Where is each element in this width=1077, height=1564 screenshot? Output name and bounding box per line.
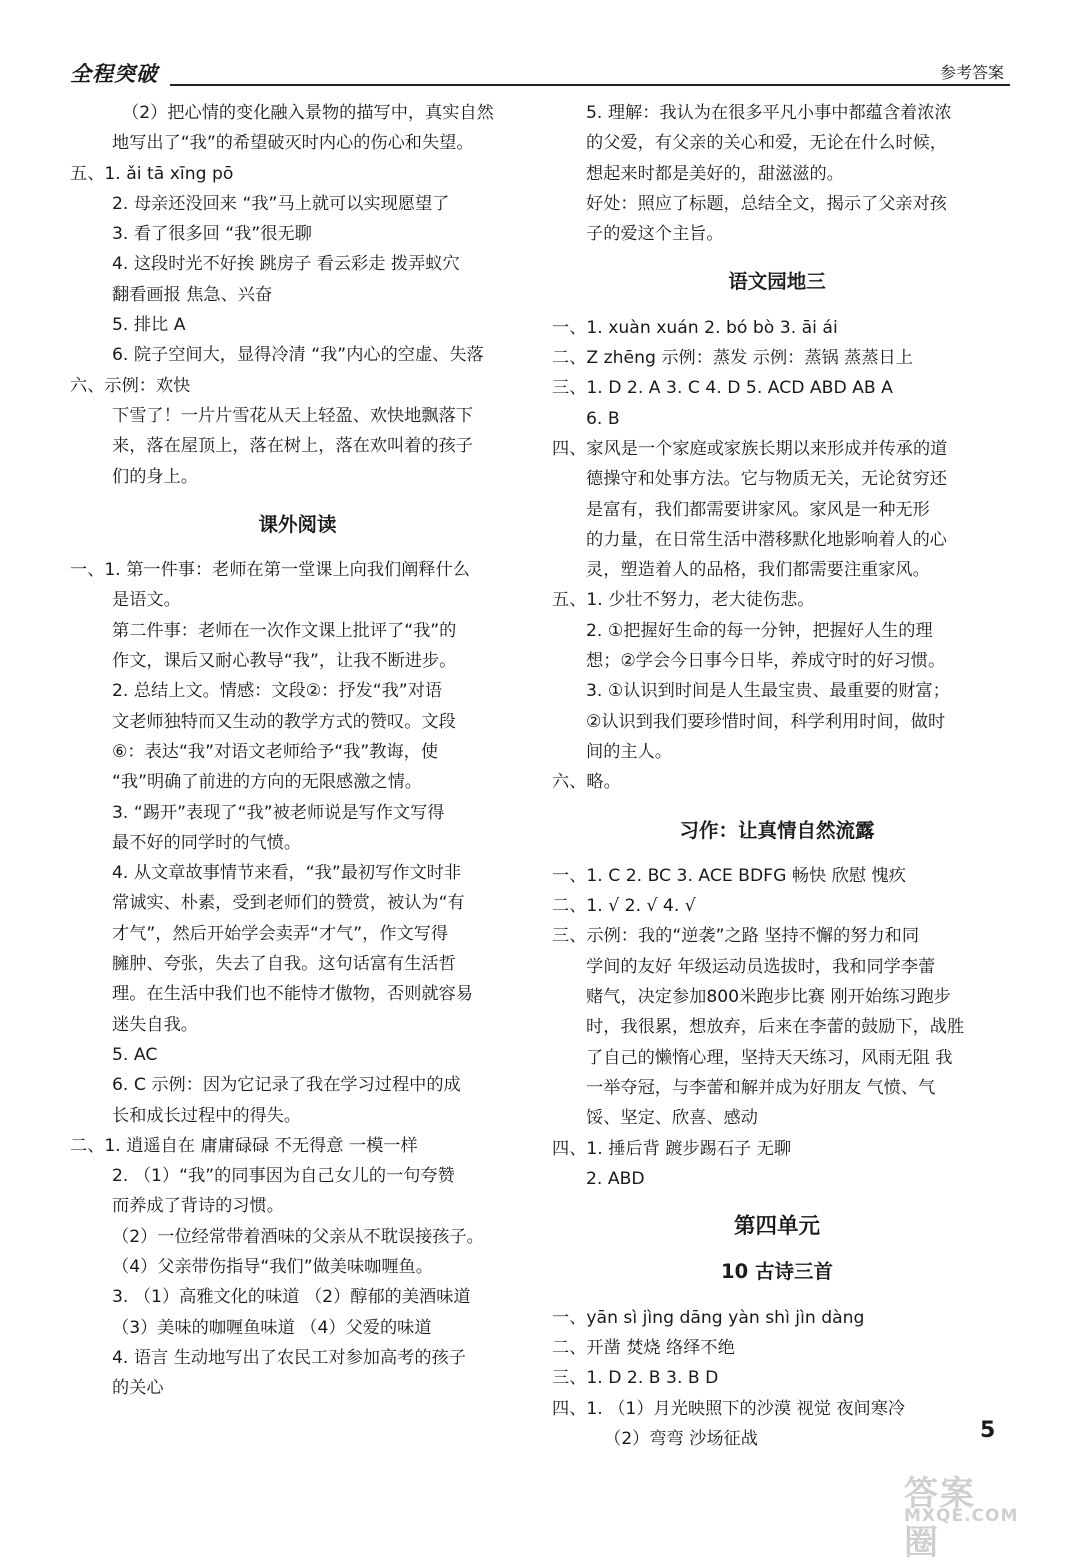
answer-line: 了自己的懒惰心理，坚持天天练习，风雨无阻 我 — [586, 1047, 953, 1068]
answer-line: （3）美味的咖喱鱼味道 （4）父爱的味道 — [112, 1317, 432, 1338]
spacer — [552, 1194, 1002, 1212]
answer-line: 文老师独特而又生动的教学方式的赞叹。文段 — [112, 711, 456, 732]
answer-line: 二、Z zhēng 示例：蒸发 示例：蒸锅 蒸蒸日上 — [552, 348, 913, 369]
answer-line: 德操守和处事方法。它与物质无关，无论贫穷还 — [586, 469, 947, 490]
page-number: 5 — [980, 1418, 996, 1443]
answer-line: 6. C 示例：因为它记录了我在学习过程中的成 — [112, 1075, 461, 1096]
answer-line: 五、1. ǎi tā xīng pō — [70, 163, 234, 184]
answer-line: 3. 看了很多回 “我”很无聊 — [112, 224, 312, 245]
answer-line: 作文，课后又耐心教导“我”，让我不断进步。 — [112, 651, 457, 672]
answer-line: 子的爱这个主旨。 — [586, 224, 724, 245]
answer-line: 的关心 — [112, 1378, 164, 1399]
answer-line: （2）弯弯 沙场征战 — [604, 1428, 758, 1449]
answer-line: 是语文。 — [112, 590, 181, 611]
answer-line: 第二件事：老师在一次作文课上批评了“我”的 — [112, 620, 457, 641]
answer-line: 二、1. √ 2. √ 4. √ — [552, 896, 696, 917]
answer-line: 一、1. C 2. BC 3. ACE BDFG 畅快 欣慰 愧疚 — [552, 865, 906, 886]
answer-line: 三、1. D 2. B 3. B D — [552, 1368, 719, 1389]
answer-line: 理。在生活中我们也不能恃才傲物，否则就容易 — [112, 984, 473, 1005]
answer-line: 4. 语言 生动地写出了农民工对参加高考的孩子 — [112, 1347, 466, 1368]
answer-line: （2）一位经常带着酒味的父亲从不耽误接孩子。 — [112, 1226, 484, 1247]
section-label: 参考答案 — [939, 63, 1004, 82]
answer-line: 4. 这段时光不好挨 跳房子 看云彩走 拨弄蚁穴 — [112, 254, 460, 275]
answer-line: 2. ABD — [586, 1168, 645, 1189]
spacer — [552, 798, 1002, 816]
answer-line: 3. （1）高雅文化的味道 （2）醇郁的美酒味道 — [112, 1287, 471, 1308]
header-rule — [170, 84, 1010, 86]
answer-line: 2. 总结上文。情感：文段②：抒发“我”对语 — [112, 681, 443, 702]
answer-line: 一、1. xuàn xuán 2. bó bò 3. āi ái — [552, 317, 838, 338]
spacer — [552, 1288, 1002, 1303]
spacer — [552, 846, 1002, 861]
answer-line: 常诚实、朴素，受到老师们的赞赏，被认为“有 — [112, 893, 465, 914]
answer-line: 三、1. D 2. A 3. C 4. D 5. ACD ABD AB A — [552, 378, 893, 399]
watermark-site: MXQE.COM — [904, 1506, 1019, 1526]
answer-line: 一、yān sì jìng dāng yàn shì jìn dàng — [552, 1307, 865, 1328]
answer-line: 时，我很累，想放弃，后来在李蕾的鼓励下，战胜 — [586, 1017, 965, 1038]
answer-line: 的力量，在日常生活中潜移默化地影响着人的心 — [586, 529, 947, 550]
left-column — [70, 98, 525, 1403]
answer-line: 三、示例：我的“逆袭”之路 坚持不懈的努力和同 — [552, 926, 920, 947]
answer-line: 学间的友好 年级运动员选拔时，我和同学李蕾 — [586, 956, 936, 977]
page-header — [70, 58, 1010, 88]
answer-line: 5. AC — [112, 1044, 158, 1065]
answer-line: 想起来时都是美好的，甜滋滋的。 — [586, 163, 844, 184]
answer-line: 五、1. 少壮不努力，老大徒伤悲。 — [552, 590, 815, 611]
answer-line: 5. 理解：我认为在很多平凡小事中都蕴含着浓浓 — [586, 103, 952, 123]
answer-line: “我”明确了前进的方向的无限感激之情。 — [112, 772, 422, 793]
section-heading: 课外阅读 — [258, 512, 337, 536]
spacer — [552, 298, 1002, 313]
answer-line: 一举夺冠，与李蕾和解并成为好朋友 气愤、气 — [586, 1077, 936, 1098]
answer-line: 6. B — [586, 408, 620, 429]
answer-line: 3. ①认识到时间是人生最宝贵、最重要的财富； — [586, 681, 950, 702]
spacer — [552, 1242, 1002, 1257]
answer-line: 二、开凿 焚烧 络绎不绝 — [552, 1337, 735, 1358]
answer-line: 地写出了“我”的希望破灭时内心的伤心和失望。 — [112, 133, 474, 154]
answer-line: 4. 从文章故事情节来看，“我”最初写作文时非 — [112, 863, 462, 884]
watermark-chars: 答案圈 — [904, 1474, 976, 1563]
spacer — [70, 492, 525, 510]
section-heading: 第四单元 — [733, 1214, 820, 1240]
answer-line: 赌气，决定参加800米跑步比赛 刚开始练习跑步 — [586, 987, 951, 1008]
answer-line: 是富有，我们都需要讲家风。家风是一种无形 — [586, 499, 930, 520]
answer-line: 5. 排比 A — [112, 315, 186, 336]
answer-line: 想；②学会今日事今日毕，养成守时的好习惯。 — [586, 651, 946, 672]
answer-line: ⑥：表达“我”对语文老师给予“我”教诲，使 — [112, 741, 439, 762]
answer-line: 四、家风是一个家庭或家族长期以来形成并传承的道 — [552, 438, 948, 459]
answer-line: 来，落在屋顶上，落在树上，落在欢叫着的孩子 — [112, 436, 473, 457]
section-heading: 语文园地三 — [728, 270, 826, 294]
spacer — [70, 540, 525, 555]
answer-line: 一、1. 第一件事：老师在第一堂课上向我们阐释什么 — [70, 560, 470, 581]
section-heading: 习作：让真情自然流露 — [679, 818, 875, 842]
right-column — [552, 98, 1002, 1454]
answer-line: （4）父亲带伤指导“我们”做美味咖喱鱼。 — [112, 1256, 433, 1277]
section-heading: 10 古诗三首 — [721, 1260, 833, 1284]
answer-line: 间的主人。 — [586, 741, 672, 762]
answer-line: 六、示例：欢快 — [70, 375, 191, 396]
answer-line: 馁、坚定、欣喜、感动 — [586, 1108, 758, 1129]
answer-line: 2. ①把握好生命的每一分钟，把握好人生的理 — [586, 620, 933, 641]
answer-line: 才气”，然后开始学会卖弄“才气”，作文写得 — [112, 923, 449, 944]
answer-line: 的父爱，有父亲的关心和爱，无论在什么时候， — [586, 133, 947, 154]
answer-line: 四、1. （1）月光映照下的沙漠 视觉 夜间寒冷 — [552, 1398, 906, 1419]
answer-line: 3. “踢开”表现了“我”被老师说是写作文写得 — [112, 802, 445, 823]
answer-line: 二、1. 逍遥自在 庸庸碌碌 不无得意 一模一样 — [70, 1135, 418, 1156]
answer-line: 四、1. 捶后背 踱步踢石子 无聊 — [552, 1138, 792, 1159]
answer-line: 迷失自我。 — [112, 1014, 198, 1035]
watermark-logo — [898, 1466, 1019, 1563]
answer-line: 灵，塑造着人的品格，我们都需要注重家风。 — [586, 560, 930, 581]
answer-line: 长和成长过程中的得失。 — [112, 1105, 302, 1126]
answer-line: 而养成了背诗的习惯。 — [112, 1196, 284, 1217]
answer-line: （2）把心情的变化融入景物的描写中，真实自然 — [122, 103, 494, 123]
spacer — [552, 249, 1002, 267]
answer-line: 们的身上。 — [112, 466, 198, 487]
brand-logo: 全程突破 — [70, 62, 158, 86]
answer-line: 6. 院子空间大，显得冷清 “我”内心的空虚、失落 — [112, 345, 484, 366]
answer-line: 最不好的同学时的气愤。 — [112, 832, 302, 853]
answer-line: 好处：照应了标题，总结全文，揭示了父亲对孩 — [586, 193, 947, 214]
answer-line: 六、略。 — [552, 772, 621, 793]
answer-line: ②认识到我们要珍惜时间，科学利用时间，做时 — [586, 711, 946, 732]
answer-line: 2. 母亲还没回来 “我”马上就可以实现愿望了 — [112, 193, 450, 214]
answer-line: 2. （1）“我”的同事因为自己女儿的一句夸赞 — [112, 1166, 455, 1187]
answer-line: 翻看画报 焦急、兴奋 — [112, 284, 273, 305]
answer-line: 下雪了！一片片雪花从天上轻盈、欢快地飘落下 — [112, 405, 473, 426]
answer-line: 臃肿、夸张，失去了自我。这句话富有生活哲 — [112, 954, 456, 975]
